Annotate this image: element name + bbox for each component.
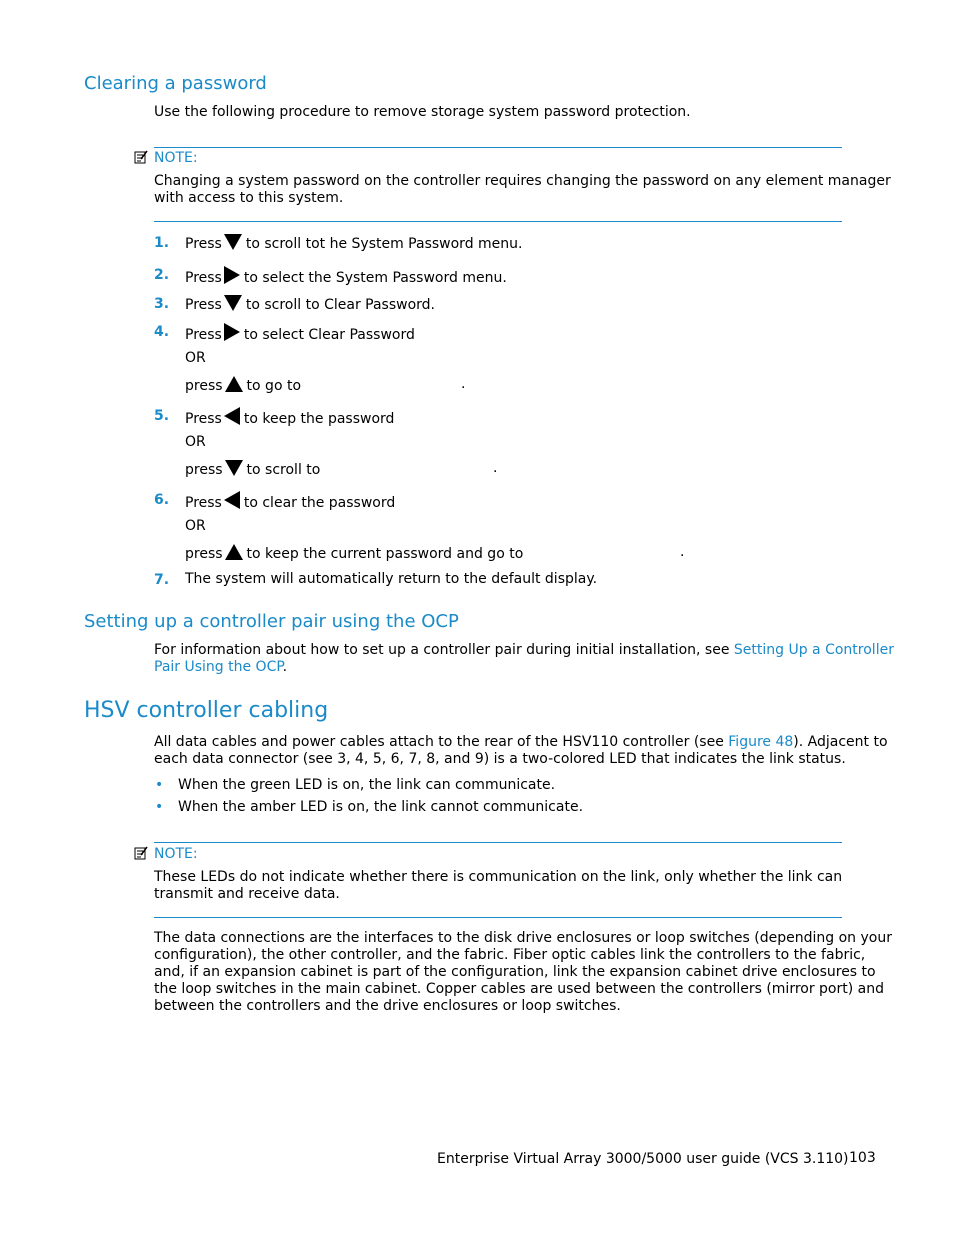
step-text: Press to select Clear Password [185, 323, 415, 344]
step-number: 1. [154, 235, 170, 251]
section-title-pair: Setting up a controller pair using the OCP [84, 611, 459, 632]
note-text-line: Changing a system password on the controller requires changing the password on any element manager [154, 173, 891, 189]
down-arrow-icon [224, 295, 242, 311]
footer-doc-title: Enterprise Virtual Array 3000/5000 user guide (VCS 3.110) [437, 1151, 849, 1167]
note-top-rule [154, 842, 842, 843]
up-arrow-icon [225, 544, 243, 560]
section-title-cabling: HSV controller cabling [84, 698, 329, 723]
step-alt-end: . [493, 460, 498, 476]
pair-link[interactable]: Pair Using the OCP [154, 659, 283, 675]
note-bottom-rule [154, 917, 842, 918]
note-icon [134, 150, 148, 164]
pair-text-line: Pair Using the OCP. [154, 659, 288, 675]
step-text: Press to scroll tot he System Password menu. [185, 236, 523, 252]
cabling-p1-line: All data cables and power cables attach to the rear of the HSV110 controller (see Figure 48). Adjacent to [154, 734, 888, 750]
step-alt-end: . [461, 376, 466, 392]
note-bottom-rule [154, 221, 842, 222]
up-arrow-icon [225, 376, 243, 392]
step-or: OR [185, 518, 206, 534]
cabling-p2-line: the loop switches in the main cabinet. Copper cables are used between the controllers (mirror port) and [154, 981, 884, 997]
step-alt-end: . [680, 544, 685, 560]
page-number: 103 [849, 1150, 876, 1166]
step-number: 5. [154, 408, 170, 424]
note-icon [134, 846, 148, 860]
cabling-p2-line: and, if an expansion cabinet is part of the configuration, link the expansion cabinet drive enclosures to [154, 964, 876, 980]
pair-text-line: For information about how to set up a controller pair during initial installation, see Setting Up a Controller [154, 642, 894, 658]
step-text: Press to select the System Password menu. [185, 266, 507, 287]
figure-link[interactable]: Figure 48 [728, 734, 794, 750]
step-text: Press to clear the password [185, 491, 395, 512]
step-text: The system will automatically return to the default display. [185, 571, 598, 587]
bullet-marker: • [155, 799, 164, 815]
step-number: 6. [154, 492, 170, 508]
cabling-p2-line: The data connections are the interfaces to the disk drive enclosures or loop switches (depending on your [154, 930, 892, 946]
note-text-line: transmit and receive data. [154, 886, 340, 902]
right-arrow-icon [224, 266, 240, 284]
note-text-line: with access to this system. [154, 190, 344, 206]
down-arrow-icon [225, 460, 243, 476]
note-text-line: These LEDs do not indicate whether there is communication on the link, only whether the link can [154, 869, 843, 885]
step-or: OR [185, 350, 206, 366]
step-text: Press to scroll to Clear Password. [185, 297, 436, 313]
step-alt-text: press to scroll to [185, 462, 321, 478]
note-top-rule [154, 147, 842, 148]
clearing-intro: Use the following procedure to remove storage system password protection. [154, 104, 691, 120]
right-arrow-icon [224, 323, 240, 341]
bullet-marker: • [155, 777, 164, 793]
step-number: 7. [154, 572, 170, 588]
cabling-p2-line: configuration), the other controller, and the fabric. Fiber optic cables link the controllers to the fabric, [154, 947, 866, 963]
section-title-clearing: Clearing a password [84, 73, 267, 94]
step-number: 4. [154, 324, 170, 340]
note-label: NOTE: [154, 846, 198, 862]
step-text: Press to keep the password [185, 407, 394, 428]
note-label: NOTE: [154, 150, 198, 166]
bullet-item: When the green LED is on, the link can communicate. [178, 777, 556, 793]
step-number: 3. [154, 296, 170, 312]
step-alt-text: press to go to [185, 378, 302, 394]
down-arrow-icon [224, 234, 242, 250]
left-arrow-icon [224, 407, 240, 425]
pair-link[interactable]: Setting Up a Controller [733, 642, 894, 658]
cabling-p1-line: each data connector (see 3, 4, 5, 6, 7, 8, and 9) is a two-colored LED that indicates the link status. [154, 751, 846, 767]
step-or: OR [185, 434, 206, 450]
step-alt-text: press to keep the current password and go to [185, 546, 524, 562]
step-number: 2. [154, 267, 170, 283]
left-arrow-icon [224, 491, 240, 509]
bullet-item: When the amber LED is on, the link cannot communicate. [178, 799, 584, 815]
cabling-p2-line: between the controllers and the drive enclosures or loop switches. [154, 998, 621, 1014]
